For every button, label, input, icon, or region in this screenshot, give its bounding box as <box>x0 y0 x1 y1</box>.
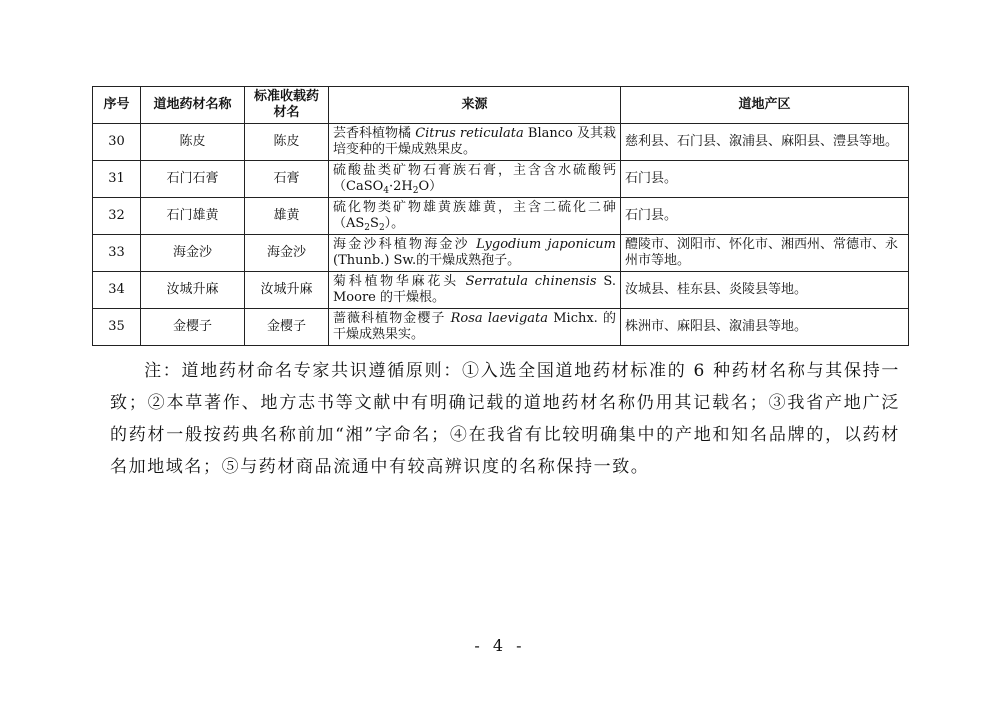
cell-standard-name: 陈皮 <box>245 124 329 161</box>
subscript: 2 <box>364 223 371 233</box>
header-standard-name: 标准收载药材名 <box>245 87 329 124</box>
cell-region: 石门县。 <box>621 198 909 235</box>
cell-no: 31 <box>93 161 141 198</box>
note-paragraph <box>110 355 900 483</box>
latin-name: Rosa laevigata <box>450 311 549 326</box>
source-text: (Thunb.) Sw.的干燥成熟孢子。 <box>333 253 521 268</box>
cell-no: 33 <box>93 235 141 272</box>
source-text: ）。 <box>384 216 405 231</box>
table-header-row <box>93 87 909 124</box>
cell-source <box>329 161 621 198</box>
note-text: 注：道地药材命名专家共识遵循原则：①入选全国道地药材标准的 6 种药材名称与其保持一致；②本草著作、地方志书等文献中有明确记载的道地药材名称仍用其记载名；③我省产地广泛的药材一般按药典名称前加“湘”字命名；④在我省有比较明确集中的产地和知名品牌的，以药材名加地域名；⑤与药材商品流通中有较高辨识度的名称保持一致。 <box>110 361 900 477</box>
cell-standard-name: 海金沙 <box>245 235 329 272</box>
cell-source <box>329 272 621 309</box>
cell-no: 30 <box>93 124 141 161</box>
source-text: ·2H <box>389 179 413 194</box>
source-text: 海金沙科植物海金沙 <box>333 237 477 252</box>
cell-standard-name: 汝城升麻 <box>245 272 329 309</box>
table-row <box>93 161 909 198</box>
cell-source <box>329 235 621 272</box>
cell-region: 汝城县、桂东县、炎陵县等地。 <box>621 272 909 309</box>
header-region: 道地产区 <box>621 87 909 124</box>
source-text: 硫化物类矿物雄黄族雄黄，主含二硫化二砷（AS <box>333 200 616 231</box>
header-no: 序号 <box>93 87 141 124</box>
cell-source <box>329 309 621 346</box>
source-text: 菊科植物华麻花头 <box>333 274 466 289</box>
source-text: S <box>370 216 379 231</box>
source-text: S. Moore 的干燥根。 <box>333 274 616 305</box>
source-text: 芸香科植物橘 <box>333 126 416 141</box>
page-number: - 4 - <box>474 636 526 655</box>
cell-standard-name: 石膏 <box>245 161 329 198</box>
cell-standard-name: 金樱子 <box>245 309 329 346</box>
cell-herb-name: 海金沙 <box>141 235 245 272</box>
source-text: O） <box>418 179 443 194</box>
subscript: 2 <box>378 223 385 233</box>
table-row <box>93 198 909 235</box>
subscript: 4 <box>383 186 389 196</box>
latin-name: Lygodium japonicum <box>476 237 616 252</box>
latin-name: Serratula chinensis <box>465 274 597 289</box>
cell-herb-name: 石门雄黄 <box>141 198 245 235</box>
source-text: 硫酸盐类矿物石膏族石膏，主含含水硫酸钙（CaSO <box>333 163 616 194</box>
table-row <box>93 124 909 161</box>
source-text: Blanco 及其栽培变种的干燥成熟果皮。 <box>333 126 616 157</box>
header-herb-name: 道地药材名称 <box>141 87 245 124</box>
source-text: Michx. 的干燥成熟果实。 <box>333 311 616 342</box>
latin-name: Citrus reticulata <box>415 126 524 141</box>
cell-no: 34 <box>93 272 141 309</box>
cell-standard-name: 雄黄 <box>245 198 329 235</box>
source-text: 蔷薇科植物金樱子 <box>333 311 451 326</box>
cell-region: 醴陵市、浏阳市、怀化市、湘西州、常德市、永州市等地。 <box>621 235 909 272</box>
cell-herb-name: 金樱子 <box>141 309 245 346</box>
cell-herb-name: 石门石膏 <box>141 161 245 198</box>
cell-region: 石门县。 <box>621 161 909 198</box>
cell-herb-name: 汝城升麻 <box>141 272 245 309</box>
cell-no: 35 <box>93 309 141 346</box>
cell-no: 32 <box>93 198 141 235</box>
header-source: 来源 <box>329 87 621 124</box>
subscript: 2 <box>412 186 419 196</box>
cell-herb-name: 陈皮 <box>141 124 245 161</box>
herb-table <box>92 86 909 346</box>
cell-source <box>329 198 621 235</box>
cell-region: 株洲市、麻阳县、溆浦县等地。 <box>621 309 909 346</box>
table-row <box>93 272 909 309</box>
table-row <box>93 309 909 346</box>
cell-source <box>329 124 621 161</box>
cell-region: 慈利县、石门县、溆浦县、麻阳县、澧县等地。 <box>621 124 909 161</box>
table-row <box>93 235 909 272</box>
